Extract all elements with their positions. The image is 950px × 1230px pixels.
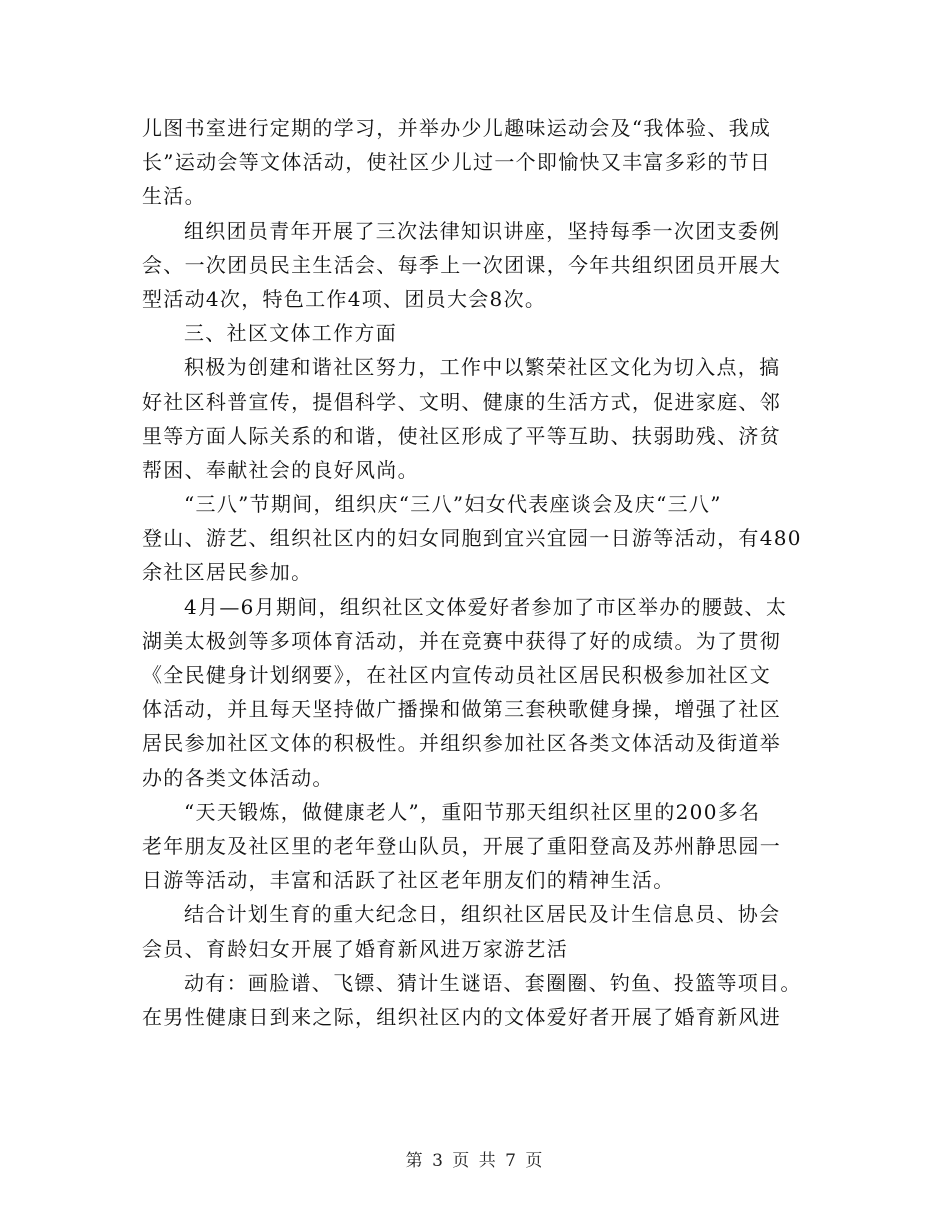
text-line: 日游等活动，丰富和活跃了社区老年朋友们的精神生活。 bbox=[142, 868, 675, 893]
text-line: 积极为创建和谐社区努力，工作中以繁荣社区文化为切入点，搞 bbox=[184, 355, 781, 380]
text-line: 办的各类文体活动。 bbox=[142, 765, 334, 790]
text-line: 动有：画脸谱、飞镖、猜计生谜语、套圈圈、钓鱼、投篮等项目。 bbox=[184, 970, 802, 995]
text-line: 型活动4次，特色工作4项、团员大会8次。 bbox=[142, 286, 547, 311]
text-line: 湖美太极剑等多项体育活动，并在竞赛中获得了好的成绩。为了贯彻 bbox=[142, 628, 781, 653]
text-line: 里等方面人际关系的和谐，使社区形成了平等互助、扶弱助残、济贫 bbox=[142, 423, 781, 448]
text-line: 4月—6月期间，组织社区文体爱好者参加了市区举办的腰鼓、太 bbox=[184, 594, 788, 619]
text-line: 好社区科普宣传，提倡科学、文明、健康的生活方式，促进家庭、邻 bbox=[142, 389, 781, 414]
text-line: 长”运动会等文体活动，使社区少儿过一个即愉快又丰富多彩的节日 bbox=[142, 150, 772, 175]
text-line: 组织团员青年开展了三次法律知识讲座，坚持每季一次团支委例 bbox=[184, 218, 781, 243]
page-number-footer: 第 3 页 共 7 页 bbox=[405, 1151, 545, 1171]
text-line: 余社区居民参加。 bbox=[142, 560, 313, 585]
text-line: 结合计划生育的重大纪念日，组织社区居民及计生信息员、协会 bbox=[184, 902, 781, 927]
document-body bbox=[142, 111, 807, 1034]
text-line: 会、一次团员民主生活会、每季上一次团课，今年共组织团员开展大 bbox=[142, 252, 781, 277]
text-line: 会员、育龄妇女开展了婚育新风进万家游艺活 bbox=[142, 936, 568, 961]
text-line: “天天锻炼，做健康老人”，重阳节那天组织社区里的200多名 bbox=[184, 799, 761, 824]
text-line: 《全民健身计划纲要》，在社区内宣传动员社区居民积极参加社区文 bbox=[142, 663, 771, 687]
text-line: 登山、游艺、组织社区内的妇女同胞到宜兴宜园一日游等活动，有480 bbox=[142, 526, 802, 551]
text-line: 体活动，并且每天坚持做广播操和做第三套秧歌健身操，增强了社区 bbox=[142, 697, 781, 722]
text-line: 帮困、奉献社会的良好风尚。 bbox=[142, 457, 419, 482]
text-line: 居民参加社区文体的积极性。并组织参加社区各类文体活动及街道举 bbox=[142, 731, 781, 756]
section-heading: 三、社区文体工作方面 bbox=[184, 321, 397, 346]
text-line: 老年朋友及社区里的老年登山队员，开展了重阳登高及苏州静思园一 bbox=[142, 833, 781, 858]
text-line: 儿图书室进行定期的学习，并举办少儿趣味运动会及“我体验、我成 bbox=[142, 116, 772, 140]
text-line: “三八”节期间，组织庆“三八”妇女代表座谈会及庆“三八” bbox=[184, 492, 722, 517]
text-line: 在男性健康日到来之际，组织社区内的文体爱好者开展了婚育新风进 bbox=[142, 1004, 781, 1029]
text-line: 生活。 bbox=[142, 184, 206, 209]
